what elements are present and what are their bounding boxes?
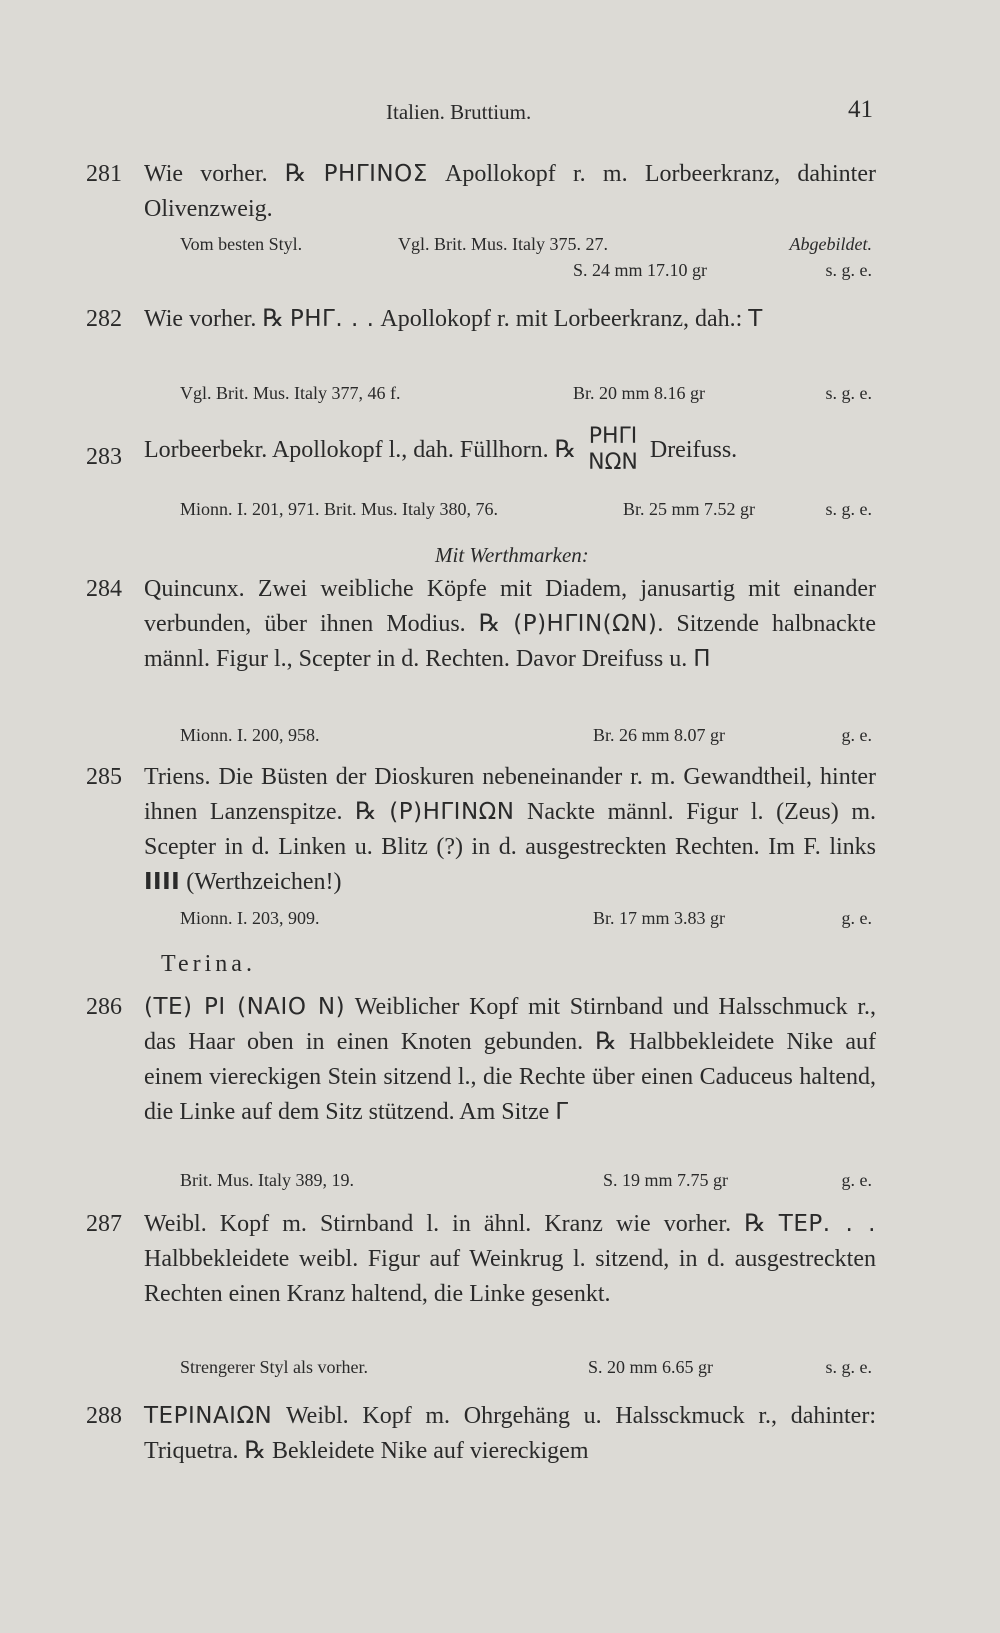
document-page: Italien. Bruttium. 41 281 Wie vorher. ℞ ΡΗΓΙΝΟΣ Apollokopf r. m. Lorbeerkranz, dahinter Olivenzweig. Vom besten Styl. Vgl. Brit. Mus. Italy 375. 27. Abgebildet. S. 24 mm 17.10 gr s. g. e. 282 Wie vorher. ℞ ΡΗΓ. . . Apollokopf r. mit Lorbeerkranz, dah.: T Vgl. Brit. Mus. Italy 377, 46 f. Br. 20 mm 8.16 gr s. g. e. 283 Lorbeerbekr. Apollokopf l., dah. Füllhorn. ℞ ΡΗΓΙ ΝΩΝ Dreifuss. Mionn. I. 201, 971. Brit. Mus. Italy 380, 76. Br. 25 mm 7.52 gr s. g. e. Mit Werthmarken: 284 Quincunx. Zwei weibliche Köpfe mit Diadem, janusartig mit einander verbunden, über ihnen Modius. ℞ (Ρ)ΗΓΙΝ(ΩΝ). Sitzende halbnackte männl. Figur l., Scepter in d. Rechten. Davor Dreifuss u. Π Mionn. I. 200, 958. Br. 26 mm 8.07 gr g. e. 285 Triens. Die Büsten der Dioskuren nebeneinander r. m. Gewandtheil, hinter ihnen Lanzenspitze. ℞ (Ρ)ΗΓΙΝΩΝ Nackte männl. Figur l. (Zeus) m. Scepter in d. Linken u. Blitz (?) in d. ausgestreckten Rechten. Im F. links IIII (Werthzeichen!) Mionn. I. 203, 909. Br. 17 mm 3.83 gr g. e. Terina. 286 (ΤΕ) ΡΙ (ΝΑΙΟ Ν) Weiblicher Kopf mit Stirnband und Halsschmuck r., das Haar oben in einen Knoten gebunden. ℞ Halbbekleidete Nike auf einem viereckigen Stein sitzend l., die Rechte über einen Caduceus haltend, die Linke auf dem Sitz stützend. Am Sitze Γ Brit. Mus. Italy 389, 19. S. 19 mm 7.75 gr g. e. 287 Weibl. Kopf m. Stirnband l. in ähnl. Kranz wie vorher. ℞ ΤΕΡ. . . Halbbekleidete weibl. Figur auf Weinkrug l. sitzend, in d. ausgestreckten Rechten einen Kranz haltend, die Linke gesenkt. Strengerer Styl als vorher. S. 20 mm 6.65 gr s. g. e. 288 ΤΕΡΙΝΑΙΩΝ Weibl. Kopf m. Ohrgehäng u. Halssckmuck r., dahinter: Triquetra. ℞ Bekleidete Nike auf viereckigem <box>0 0 1000 1633</box>
entry-286: 286 (ΤΕ) ΡΙ (ΝΑΙΟ Ν) Weiblicher Kopf mit Stirnband und Halsschmuck r., das Haar oben in einen Knoten gebunden. ℞ Halbbekleidete Nike auf einem viereckigen Stein sitzend l., die Rechte über einen Caduceus haltend, die Linke auf dem Sitz stützend. Am Sitze Γ <box>86 994 877 1125</box>
entry-282: 282 Wie vorher. ℞ ΡΗΓ. . . Apollokopf r. mit Lorbeerkranz, dah.: T <box>86 306 763 332</box>
greek-legend: (ΤΕ) ΡΙ (ΝΑΙΟ Ν) <box>144 994 346 1020</box>
greek-legend: (Ρ)ΗΓΙΝΩΝ <box>389 799 515 825</box>
entry-283: 283 Lorbeerbekr. Apollokopf l., dah. Füllhorn. ℞ ΡΗΓΙ ΝΩΝ Dreifuss. <box>86 424 738 475</box>
entry-285: 285 Triens. Die Büsten der Dioskuren nebeneinander r. m. Gewandtheil, hinter ihnen Lanzenspitze. ℞ (Ρ)ΗΓΙΝΩΝ Nackte männl. Figur l. (Zeus) m. Scepter in d. Linken u. Blitz (?) in d. ausgestreckten Rechten. Im F. links IIII (Werthzeichen!) <box>86 764 876 895</box>
entry-281: 281 Wie vorher. ℞ ΡΗΓΙΝΟΣ Apollokopf r. m. Lorbeerkranz, dahinter Olivenzweig. <box>86 157 876 227</box>
entry-288: 288 ΤΕΡΙΝΑΙΩΝ Weibl. Kopf m. Ohrgehäng u. Halssckmuck r., dahinter: Triquetra. ℞ Bekleidete Nike auf viereckigem <box>86 1403 876 1464</box>
greek-legend-stacked: ΡΗΓΙ ΝΩΝ <box>588 424 638 475</box>
page-number: 41 <box>848 96 873 123</box>
greek-legend: ΡΗΓΙΝΟΣ <box>323 161 428 187</box>
subheading: Mit Werthmarken: <box>435 543 589 567</box>
greek-legend: ΤΕΡ. . . <box>778 1211 876 1237</box>
entry-number: 281 <box>86 161 122 187</box>
greek-legend: ΤΕΡΙΝΑΙΩΝ <box>144 1403 273 1429</box>
entry-284: 284 Quincunx. Zwei weibliche Köpfe mit Diadem, janusartig mit einander verbunden, über ihnen Modius. ℞ (Ρ)ΗΓΙΝ(ΩΝ). Sitzende halbnackte männl. Figur l., Scepter in d. Rechten. Davor Dreifuss u. Π <box>86 576 877 672</box>
running-header: Italien. Bruttium. <box>386 100 532 124</box>
entry-287: 287 Weibl. Kopf m. Stirnband l. in ähnl. Kranz wie vorher. ℞ ΤΕΡ. . . Halbbekleidete weibl. Figur auf Weinkrug l. sitzend, in d. ausgestreckten Rechten einen Kranz haltend, die Linke gesenkt. <box>86 1211 876 1307</box>
greek-legend: (Ρ)ΗΓΙΝ(ΩΝ) <box>513 611 658 637</box>
section-title: Terina. <box>161 951 256 977</box>
greek-legend: ΡΗΓ. . . <box>289 306 375 332</box>
